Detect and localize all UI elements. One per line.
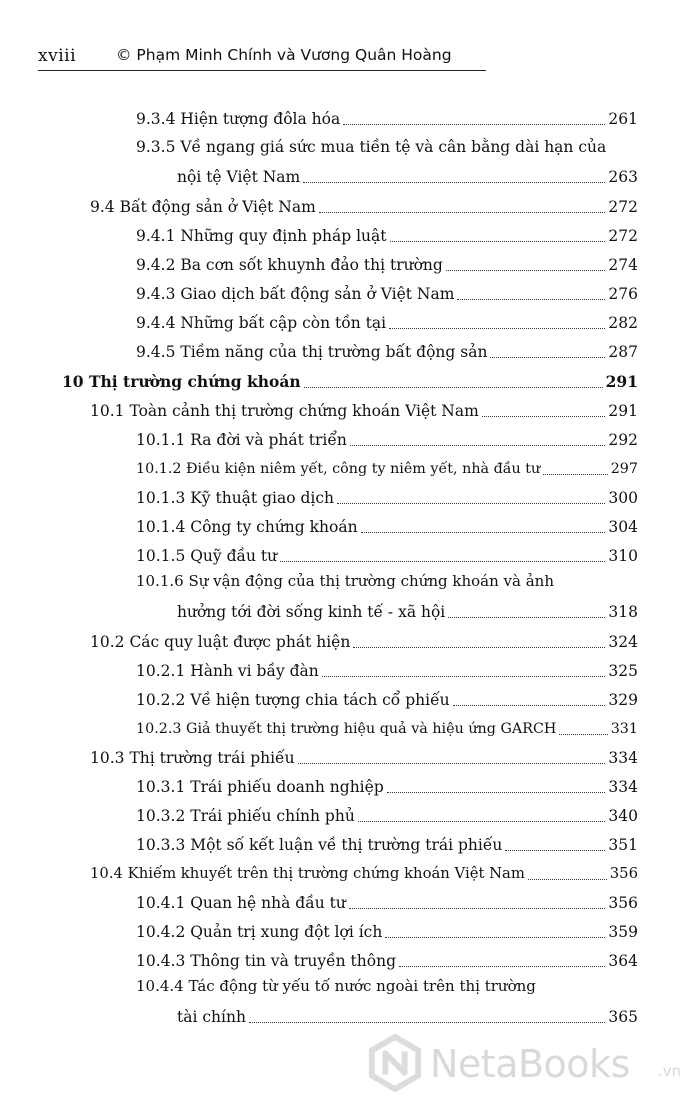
leader-dots — [349, 908, 606, 909]
toc-entry-10-1-6[interactable]: hưởng tới đời sống kinh tế - xã hội 318 — [177, 603, 638, 621]
toc-entry-9-4-2[interactable]: 9.4.2 Ba cơn sốt khuynh đảo thị trường 274 — [136, 256, 638, 274]
toc-entry-10-2-1[interactable]: 10.2.1 Hành vi bầy đàn 325 — [136, 662, 638, 680]
watermark-suffix: .vn — [658, 1062, 682, 1080]
leader-dots — [304, 387, 603, 388]
leader-dots — [399, 966, 605, 967]
leader-dots — [528, 879, 607, 880]
toc-entry-10-4-4[interactable]: tài chính 365 — [177, 1008, 638, 1026]
toc-entry-10-3-1[interactable]: 10.3.1 Trái phiếu doanh nghiệp 334 — [136, 778, 638, 796]
toc-entry-10-4-2[interactable]: 10.4.2 Quản trị xung đột lợi ích 359 — [136, 923, 638, 941]
author-line: © Phạm Minh Chính và Vương Quân Hoàng — [116, 46, 452, 64]
leader-dots — [387, 792, 606, 793]
toc-entry-10-1-6-line1[interactable]: 10.1.6 Sự vận động của thị trường chứng khoán và ảnh — [136, 572, 554, 590]
toc-entry-10-1-3[interactable]: 10.1.3 Kỹ thuật giao dịch 300 — [136, 489, 638, 507]
toc-chapter-10[interactable]: 10 Thị trường chứng khoán 291 — [62, 372, 638, 391]
leader-dots — [280, 561, 605, 562]
leader-dots — [361, 532, 606, 533]
leader-dots — [543, 474, 607, 475]
page-number: xviii — [38, 46, 77, 66]
toc-entry-10-3[interactable]: 10.3 Thị trường trái phiếu 334 — [90, 749, 638, 767]
leader-dots — [303, 182, 605, 183]
watermark-brand: NetaBooks — [430, 1042, 630, 1086]
toc-entry-10-2-3[interactable]: 10.2.3 Giả thuyết thị trường hiệu quả và hiệu ứng GARCH 331 — [136, 721, 638, 737]
leader-dots — [353, 647, 605, 648]
toc-entry-10-4-1[interactable]: 10.4.1 Quan hệ nhà đầu tư 356 — [136, 894, 638, 912]
toc-entry-9-4[interactable]: 9.4 Bất động sản ở Việt Nam 272 — [90, 198, 638, 216]
toc-entry-10-1[interactable]: 10.1 Toàn cảnh thị trường chứng khoán Việt Nam 291 — [90, 402, 638, 420]
leader-dots — [559, 734, 607, 735]
toc-entry-9-4-4[interactable]: 9.4.4 Những bất cập còn tồn tại 282 — [136, 314, 638, 332]
toc-entry-9-4-3[interactable]: 9.4.3 Giao dịch bất động sản ở Việt Nam 276 — [136, 285, 638, 303]
toc-entry-9-3-4[interactable]: 9.3.4 Hiện tượng đôla hóa 261 — [136, 110, 638, 128]
watermark-logo — [366, 1030, 686, 1100]
leader-dots — [505, 850, 605, 851]
leader-dots — [490, 357, 605, 358]
toc-entry-9-4-1[interactable]: 9.4.1 Những quy định pháp luật 272 — [136, 227, 638, 245]
toc-entry-10-4-3[interactable]: 10.4.3 Thông tin và truyền thông 364 — [136, 952, 638, 970]
leader-dots — [350, 445, 606, 446]
toc-entry-10-1-4[interactable]: 10.1.4 Công ty chứng khoán 304 — [136, 518, 638, 536]
leader-dots — [298, 763, 606, 764]
toc-entry-10-2[interactable]: 10.2 Các quy luật được phát hiện 324 — [90, 633, 638, 651]
leader-dots — [389, 328, 605, 329]
leader-dots — [446, 270, 606, 271]
netabooks-logo-icon — [366, 1034, 424, 1092]
toc-entry-10-1-5[interactable]: 10.1.5 Quỹ đầu tư 310 — [136, 547, 638, 565]
toc-entry-9-3-5-line1[interactable]: 9.3.5 Về ngang giá sức mua tiền tệ và cân bằng dài hạn của — [136, 138, 607, 156]
toc-entry-10-3-3[interactable]: 10.3.3 Một số kết luận về thị trường trái phiếu 351 — [136, 836, 638, 854]
toc-entry-9-4-5[interactable]: 9.4.5 Tiềm năng của thị trường bất động sản 287 — [136, 343, 638, 361]
leader-dots — [448, 617, 605, 618]
toc-entry-10-2-2[interactable]: 10.2.2 Về hiện tượng chia tách cổ phiếu 329 — [136, 691, 638, 709]
toc-entry-10-4[interactable]: 10.4 Khiếm khuyết trên thị trường chứng khoán Việt Nam 356 — [90, 865, 638, 882]
leader-dots — [385, 937, 605, 938]
leader-dots — [358, 821, 606, 822]
leader-dots — [343, 124, 605, 125]
leader-dots — [249, 1022, 605, 1023]
toc-entry-10-1-2[interactable]: 10.1.2 Điều kiện niêm yết, công ty niêm yết, nhà đầu tư 297 — [136, 461, 638, 477]
leader-dots — [390, 241, 606, 242]
leader-dots — [482, 416, 606, 417]
leader-dots — [319, 212, 606, 213]
toc-entry-10-3-2[interactable]: 10.3.2 Trái phiếu chính phủ 340 — [136, 807, 638, 825]
toc-entry-10-1-1[interactable]: 10.1.1 Ra đời và phát triển 292 — [136, 431, 638, 449]
leader-dots — [337, 503, 605, 504]
leader-dots — [453, 705, 606, 706]
leader-dots — [457, 299, 605, 300]
toc-entry-10-4-4-line1[interactable]: 10.4.4 Tác động từ yếu tố nước ngoài trên thị trường — [136, 977, 536, 995]
toc-entry-9-3-5[interactable]: nội tệ Việt Nam 263 — [177, 168, 638, 186]
leader-dots — [322, 676, 606, 677]
